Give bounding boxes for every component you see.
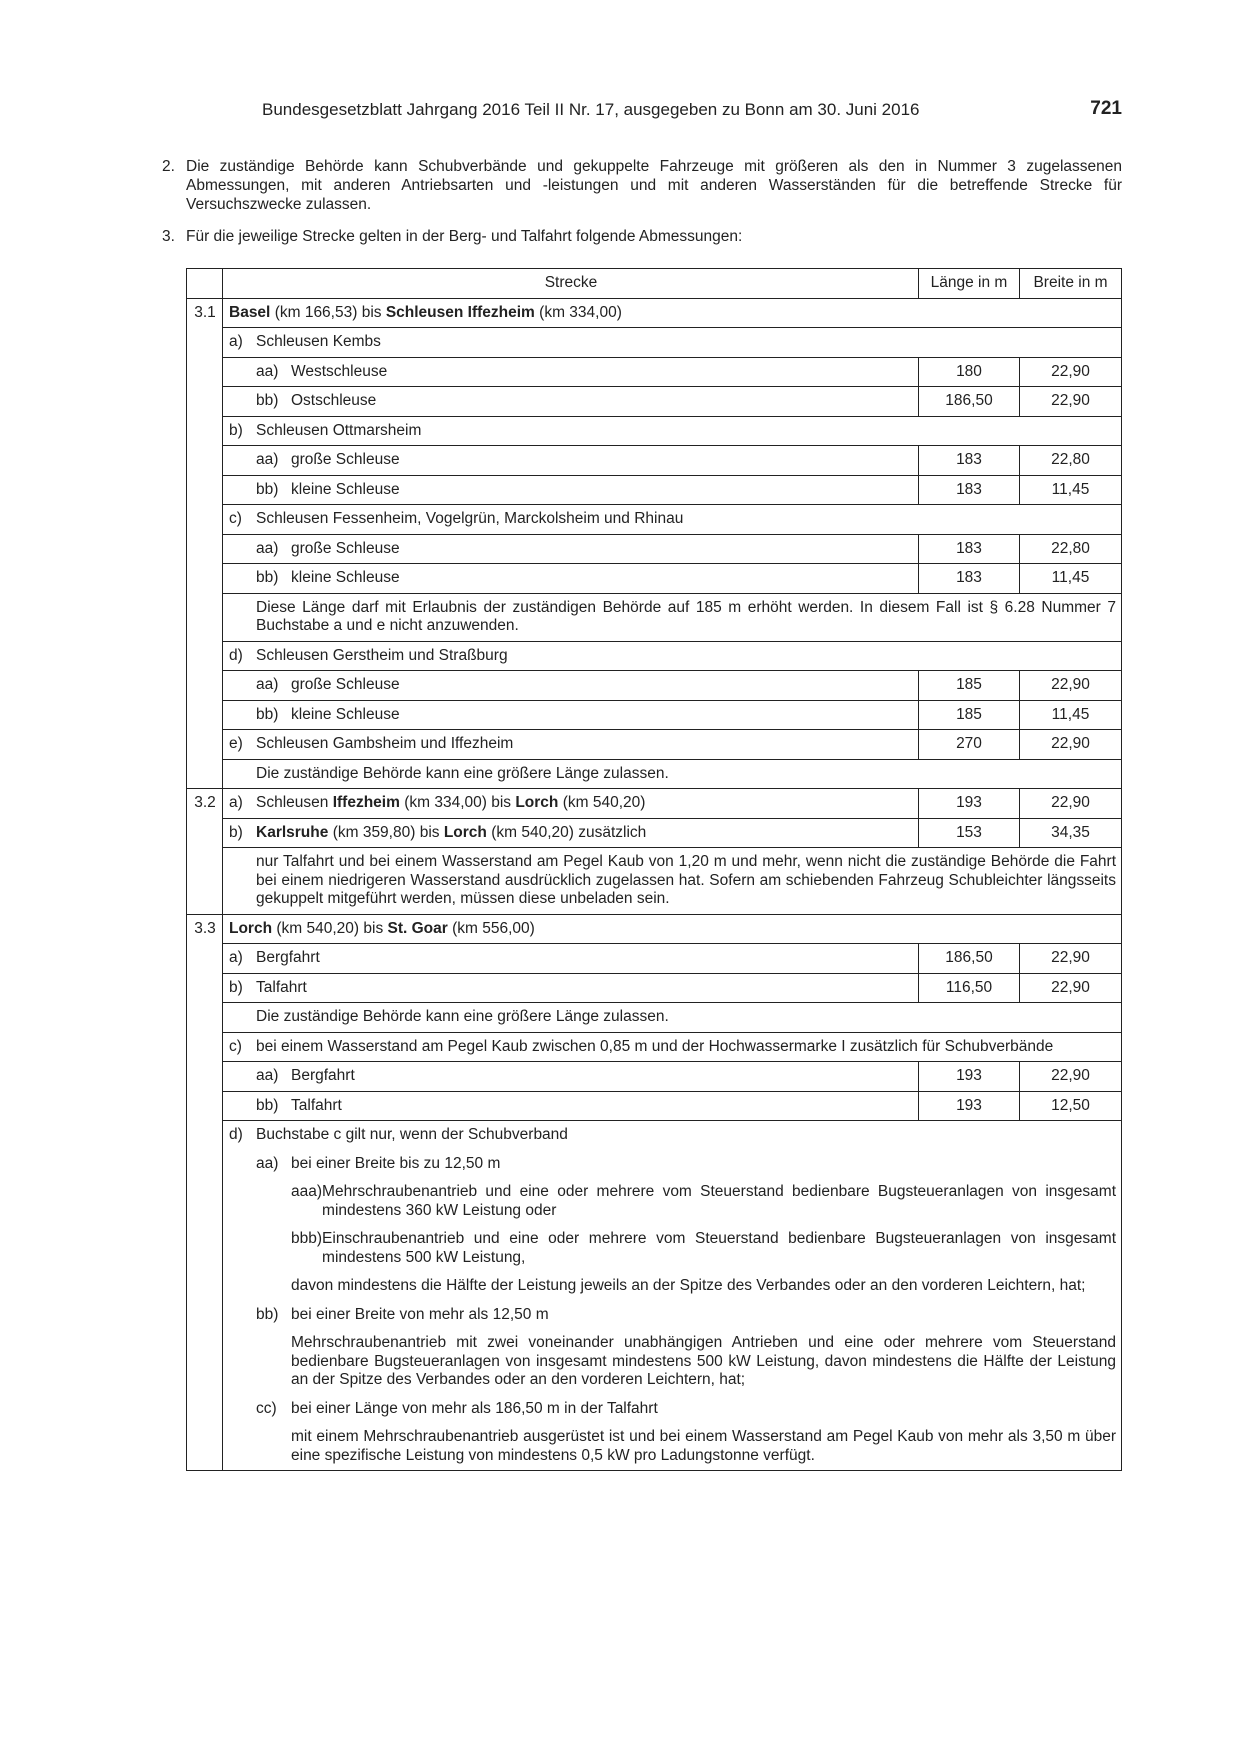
table-row [187, 914, 1122, 944]
paragraph-3 [162, 227, 1122, 246]
table-row: a) Bergfahrt 186,50 22,90 [187, 944, 1122, 974]
table-row: aa) große Schleuse 183 22,80 [187, 446, 1122, 476]
table-row: 3.2 a) Schleusen Iffezheim (km 334,00) bis Lorch (km 540,20) 193 22,90 [187, 789, 1122, 819]
table-row: e) Schleusen Gambsheim und Iffezheim 270 22,90 [187, 730, 1122, 760]
paragraph-2 [162, 157, 1122, 214]
section-number: 3.1 [194, 303, 216, 321]
paragraph-text: Die zuständige Behörde kann Schubverbände und gekuppelte Fahrzeuge mit größeren als den in Nummer 3 zugelassenen Abmessungen, mit anderen Antriebsarten und -leistungen und mit anderen Wasserständen für die betreffende Strecke für Versuchszwecke zulassen. [186, 158, 1122, 213]
section-number: 3.3 [194, 919, 216, 937]
table-row: bbb) Einschraubenantrieb und eine oder mehrere vom Steuerstand bedienbare Bugsteueranlagen von insgesamt mindestens 500 kW Leistung, [187, 1225, 1122, 1272]
table-row [187, 298, 1122, 328]
table-row: davon mindestens die Hälfte der Leistung jeweils an der Spitze des Verbandes oder an den vorderen Leichtern, hat; [187, 1272, 1122, 1301]
table-row: b) Schleusen Ottmarsheim [187, 416, 1122, 446]
table-row: bb) Talfahrt 193 12,50 [187, 1091, 1122, 1121]
table-row: aa) Bergfahrt 193 22,90 [187, 1062, 1122, 1092]
table-row: bb) Ostschleuse 186,50 22,90 [187, 387, 1122, 417]
table-row: bb) bei einer Breite von mehr als 12,50 m [187, 1301, 1122, 1330]
table-row: c) bei einem Wasserstand am Pegel Kaub zwischen 0,85 m und der Hochwassermarke I zusätzlich für Schubverbände [187, 1032, 1122, 1062]
table-row: bb) kleine Schleuse 185 11,45 [187, 700, 1122, 730]
table-row: aa) bei einer Breite bis zu 12,50 m [187, 1150, 1122, 1179]
table-row: Die zuständige Behörde kann eine größere Länge zulassen. [187, 1003, 1122, 1033]
header-title: Bundesgesetzblatt Jahrgang 2016 Teil II Nr. 17, ausgegeben zu Bonn am 30. Juni 2016 [262, 100, 920, 119]
dimensions-table [186, 268, 1122, 1471]
table-row: cc) bei einer Länge von mehr als 186,50 m in der Talfahrt [187, 1395, 1122, 1424]
table-row: d) Buchstabe c gilt nur, wenn der Schubverband [187, 1121, 1122, 1150]
paragraph-number: 2. [162, 158, 175, 175]
table-row: aa) große Schleuse 185 22,90 [187, 671, 1122, 701]
page-number: 721 [1090, 98, 1122, 119]
table-row: bb) kleine Schleuse 183 11,45 [187, 475, 1122, 505]
table-row: bb) kleine Schleuse 183 11,45 [187, 564, 1122, 594]
table-row: nur Talfahrt und bei einem Wasserstand am Pegel Kaub von 1,20 m und mehr, wenn nicht die zuständige Behörde die Fahrt bei einem niedrigeren Wasserstand ausdrücklich zugelassen hat. Sofern am schiebenden Fahrzeug Schubleichter längsseits gekuppelt mitgeführt werden, müssen diese unbeladen sein. [187, 848, 1122, 915]
section-title: Basel (km 166,53) bis Schleusen Iffezheim (km 334,00) [229, 303, 622, 321]
table-row: Die zuständige Behörde kann eine größere Länge zulassen. [187, 759, 1122, 789]
header-strecke: Strecke [544, 274, 598, 291]
header-breite: Breite in m [1033, 274, 1108, 291]
table-row: mit einem Mehrschraubenantrieb ausgerüstet ist und bei einem Wasserstand am Pegel Kaub von mehr als 3,50 m über eine spezifische Leistung von mindestens 0,5 kW pro Ladungstonne verfügt. [187, 1423, 1122, 1471]
table-row: a) Schleusen Kembs [187, 328, 1122, 358]
header-laenge: Länge in m [930, 274, 1008, 291]
table-row: b) Talfahrt 116,50 22,90 [187, 973, 1122, 1003]
table-header-row [187, 269, 1122, 299]
table-row: Diese Länge darf mit Erlaubnis der zuständigen Behörde auf 185 m erhöht werden. In diesem Fall ist § 6.28 Nummer 7 Buchstabe a und e nicht anzuwenden. [187, 593, 1122, 641]
table-row: aa) Westschleuse 180 22,90 [187, 357, 1122, 387]
section-title: Lorch (km 540,20) bis St. Goar (km 556,00) [229, 919, 535, 937]
table-row: Mehrschraubenantrieb mit zwei voneinander unabhängigen Antrieben und eine oder mehrere vom Steuerstand bedienbare Bugsteueranlagen von insgesamt mindestens 500 kW Leistung, davon mindestens die Hälfte der Leistung an der Spitze des Verbandes oder an den vorderen Leichtern, hat; [187, 1329, 1122, 1395]
table-row: b) Karlsruhe (km 359,80) bis Lorch (km 540,20) zusätzlich 153 34,35 [187, 818, 1122, 848]
table-row: aaa) Mehrschraubenantrieb und eine oder mehrere vom Steuerstand bedienbare Bugsteueranlagen von insgesamt mindestens 360 kW Leistung oder [187, 1178, 1122, 1225]
table-row: d) Schleusen Gerstheim und Straßburg [187, 641, 1122, 671]
paragraph-number: 3. [162, 228, 175, 245]
paragraph-text: Für die jeweilige Strecke gelten in der Berg- und Talfahrt folgende Abmessungen: [186, 228, 743, 245]
section-number: 3.2 [194, 794, 216, 811]
table-row: c) Schleusen Fessenheim, Vogelgrün, Marckolsheim und Rhinau [187, 505, 1122, 535]
table-row: aa) große Schleuse 183 22,80 [187, 534, 1122, 564]
